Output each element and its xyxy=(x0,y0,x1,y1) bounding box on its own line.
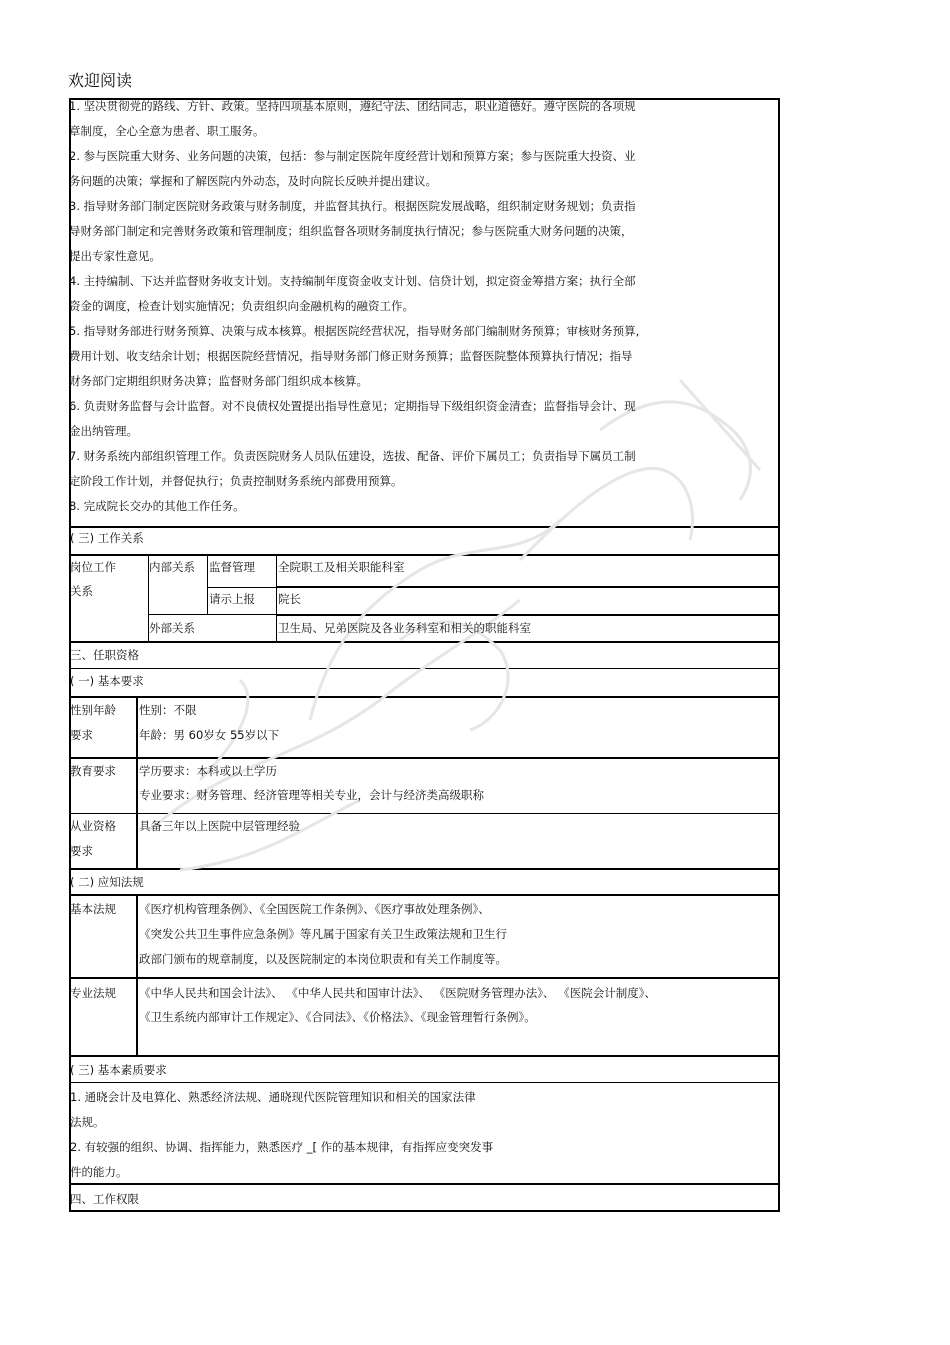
duty-line: 3. 指导财务部门制定医院财务政策与财务制度，并监督其执行。根据医院发展战略，组织制定财务规划；负责指 xyxy=(69,199,636,213)
professional-laws-line: 《卫生系统内部审计工作规定》、《合同法》、《价格法》、《现金管理暂行条例》。 xyxy=(139,1010,536,1024)
duty-line: 提出专家性意见。 xyxy=(69,249,161,263)
basic-laws-line: 《突发公共卫生事件应急条例》等凡属于国家有关卫生政策法规和卫生行 xyxy=(139,927,507,941)
external-relation-label: 外部关系 xyxy=(149,621,195,635)
duty-line: 导财务部门制定和完善财务政策和管理制度；组织监督各项财务制度执行情况；参与医院重大财务问题的决策， xyxy=(69,224,633,238)
quality-line: 件的能力。 xyxy=(70,1165,128,1179)
quality-heading: ( 三) 基本素质要求 xyxy=(70,1063,167,1077)
duty-line: 2. 参与医院重大财务、业务问题的决策，包括：参与制定医院年度经营计划和预算方案；参与医院重大投资、业 xyxy=(69,149,636,163)
duty-line: 金出纳管理。 xyxy=(69,424,138,438)
duty-item xyxy=(69,98,639,148)
laws-heading: ( 二) 应知法规 xyxy=(70,875,144,889)
supervise-label: 监督管理 xyxy=(209,560,255,574)
major-value: 专业要求：财务管理、经济管理等相关专业，会计与经济类高级职称 xyxy=(139,788,484,802)
duty-line: 章制度，全心全意为患者、职工服务。 xyxy=(69,124,265,138)
quality-line: 法规。 xyxy=(70,1115,105,1129)
page-title: 欢迎阅读 xyxy=(68,71,133,90)
authority-heading: 四、工作权限 xyxy=(70,1192,139,1206)
basic-laws-line: 《医疗机构管理条例》、《全国医院工作条例》、《医疗事故处理条例》、 xyxy=(139,902,490,916)
duty-item xyxy=(69,323,639,398)
duties-list xyxy=(69,98,639,523)
report-value: 院长 xyxy=(278,592,301,606)
experience-label-2: 要求 xyxy=(70,844,93,858)
duty-line: 6. 负责财务监督与会计监督。对不良债权处置提出指导性意见；定期指导下级组织资金清查；监督指导会计、现 xyxy=(69,399,636,413)
basic-requirements-heading: ( 一) 基本要求 xyxy=(70,674,144,688)
internal-relation-label: 内部关系 xyxy=(149,560,195,574)
duty-line: 资金的调度，检查计划实施情况；负责组织向金融机构的融资工作。 xyxy=(69,299,414,313)
duty-item xyxy=(69,148,639,198)
report-label: 请示上报 xyxy=(209,592,255,606)
supervise-value: 全院职工及相关职能科室 xyxy=(278,560,405,574)
duty-line: 财务部门定期组织财务决算；监督财务部门组织成本核算。 xyxy=(69,374,368,388)
duty-line: 7. 财务系统内部组织管理工作。负责医院财务人员队伍建设，选拔、配备、评价下属员工；负责指导下属员工制 xyxy=(69,449,636,463)
degree-value: 学历要求：本科或以上学历 xyxy=(139,764,277,778)
duty-item xyxy=(69,273,639,323)
quality-line: 1. 通晓会计及电算化、熟悉经济法规、通晓现代医院管理知识和相关的国家法律 xyxy=(70,1090,476,1104)
age-value: 年龄：男 60岁女 55岁以下 xyxy=(139,728,280,742)
relations-heading: ( 三) 工作关系 xyxy=(70,531,144,545)
external-relation-value: 卫生局、兄弟医院及各业务科室和相关的职能科室 xyxy=(278,621,531,635)
education-label: 教育要求 xyxy=(70,764,116,778)
duty-item xyxy=(69,448,639,498)
basic-laws-line: 政部门颁布的规章制度，以及医院制定的本岗位职责和有关工作制度等。 xyxy=(139,952,507,966)
duty-item xyxy=(69,398,639,448)
duty-line: 1. 坚决贯彻党的路线、方针、政策。坚持四项基本原则，遵纪守法、团结同志，职业道德好。遵守医院的各项规 xyxy=(69,99,636,113)
quality-line: 2. 有较强的组织、协调、指挥能力，熟悉医疗 _[ 作的基本规律，有指挥应变突发事 xyxy=(70,1140,494,1154)
duty-item xyxy=(69,498,639,523)
duty-line: 定阶段工作计划，并督促执行；负责控制财务系统内部费用预算。 xyxy=(69,474,403,488)
duty-line: 费用计划、收支结余计划；根据医院经营情况，指导财务部门修正财务预算；监督医院整体预算执行情况；指导 xyxy=(69,349,633,363)
duty-line: 8. 完成院长交办的其他工作任务。 xyxy=(69,499,245,513)
duty-line: 4. 主持编制、下达并监督财务收支计划。支持编制年度资金收支计划、信贷计划，拟定资金筹措方案；执行全部 xyxy=(69,274,636,288)
gender-age-label: 性别年龄 xyxy=(70,703,116,717)
duty-line: 5. 指导财务部进行财务预算、决策与成本核算。根据医院经营状况，指导财务部门编制财务预算；审核财务预算, xyxy=(69,324,640,338)
gender-value: 性别：不限 xyxy=(139,703,197,717)
professional-laws-line: 《中华人民共和国会计法》、 《中华人民共和国审计法》、 《医院财务管理办法》、 《医院会计制度》、 xyxy=(139,986,656,1000)
post-relation-label: 岗位工作 xyxy=(70,560,116,574)
basic-laws-label: 基本法规 xyxy=(70,902,116,916)
post-relation-label-2: 关系 xyxy=(70,584,93,598)
gender-age-label-2: 要求 xyxy=(70,728,93,742)
duty-item xyxy=(69,198,639,273)
experience-value: 具备三年以上医院中层管理经验 xyxy=(139,819,300,833)
experience-label: 从业资格 xyxy=(70,819,116,833)
duty-line: 务问题的决策；掌握和了解医院内外动态，及时向院长反映并提出建议。 xyxy=(69,174,437,188)
qualification-heading: 三、任职资格 xyxy=(70,648,139,662)
professional-laws-label: 专业法规 xyxy=(70,986,116,1000)
